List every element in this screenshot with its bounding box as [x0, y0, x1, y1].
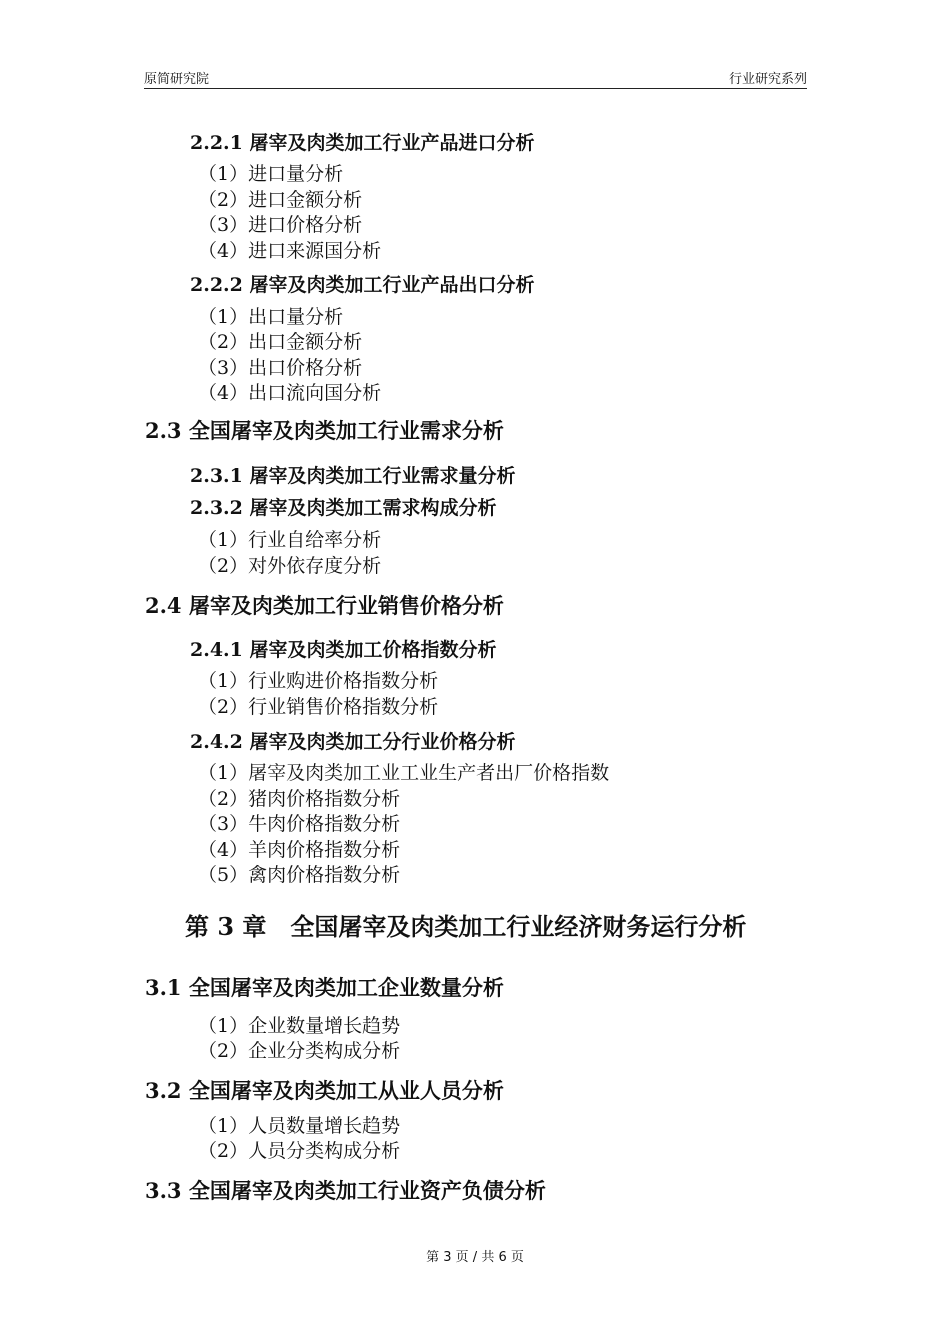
toc-item-line: （2）企业分类构成分析 [198, 1040, 401, 1062]
toc-item-line: （4）进口来源国分析 [198, 240, 382, 262]
toc-item-line: （2）人员分类构成分析 [198, 1140, 401, 1162]
toc-h3-line: 2.4.1 屠宰及肉类加工价格指数分析 [190, 639, 497, 661]
toc-h2-line: 2.4 屠宰及肉类加工行业销售价格分析 [145, 593, 504, 618]
toc-item-line: （2）猪肉价格指数分析 [198, 788, 401, 810]
toc-item-line: （2）行业销售价格指数分析 [198, 696, 439, 718]
toc-item-line: （2）对外依存度分析 [198, 555, 382, 577]
toc-item-line: （1）出口量分析 [198, 306, 344, 328]
toc-item-line: （4）出口流向国分析 [198, 382, 382, 404]
toc-h3-line: 2.2.2 屠宰及肉类加工行业产品出口分析 [190, 274, 535, 296]
toc-item-line: （3）出口价格分析 [198, 357, 363, 379]
toc-h3-line: 2.4.2 屠宰及肉类加工分行业价格分析 [190, 731, 516, 753]
toc-item-line: （1）进口量分析 [198, 163, 344, 185]
page-header [144, 66, 807, 89]
toc-h3-line: 2.2.1 屠宰及肉类加工行业产品进口分析 [190, 132, 535, 154]
toc-h2-line: 3.2 全国屠宰及肉类加工从业人员分析 [145, 1078, 504, 1103]
toc-item-line: （1）行业购进价格指数分析 [198, 670, 439, 692]
toc-h3-line: 2.3.2 屠宰及肉类加工需求构成分析 [190, 497, 497, 519]
toc-item-line: （2）出口金额分析 [198, 331, 363, 353]
toc-item-line: （3）牛肉价格指数分析 [198, 813, 401, 835]
header-org-name: 原简研究院 [144, 72, 210, 87]
toc-h2-line: 3.3 全国屠宰及肉类加工行业资产负债分析 [145, 1178, 546, 1203]
toc-item-line: （1）企业数量增长趋势 [198, 1015, 401, 1037]
toc-item-line: （1）人员数量增长趋势 [198, 1115, 401, 1137]
toc-h2-line: 2.3 全国屠宰及肉类加工行业需求分析 [145, 418, 504, 443]
toc-item-line: （5）禽肉价格指数分析 [198, 864, 401, 886]
toc-item-line: （2）进口金额分析 [198, 189, 363, 211]
toc-item-line: （3）进口价格分析 [198, 214, 363, 236]
toc-item-line: （1）屠宰及肉类加工业工业生产者出厂价格指数 [198, 762, 610, 784]
toc-h2-line: 3.1 全国屠宰及肉类加工企业数量分析 [145, 975, 504, 1000]
toc-item-line: （1）行业自给率分析 [198, 529, 382, 551]
toc-chapter-line: 第 3 章 全国屠宰及肉类加工行业经济财务运行分析 [185, 912, 747, 941]
page-footer: 第 3 页 / 共 6 页 [426, 1250, 524, 1265]
header-series-name: 行业研究系列 [728, 72, 807, 87]
toc-item-line: （4）羊肉价格指数分析 [198, 839, 401, 861]
toc-h3-line: 2.3.1 屠宰及肉类加工行业需求量分析 [190, 465, 516, 487]
